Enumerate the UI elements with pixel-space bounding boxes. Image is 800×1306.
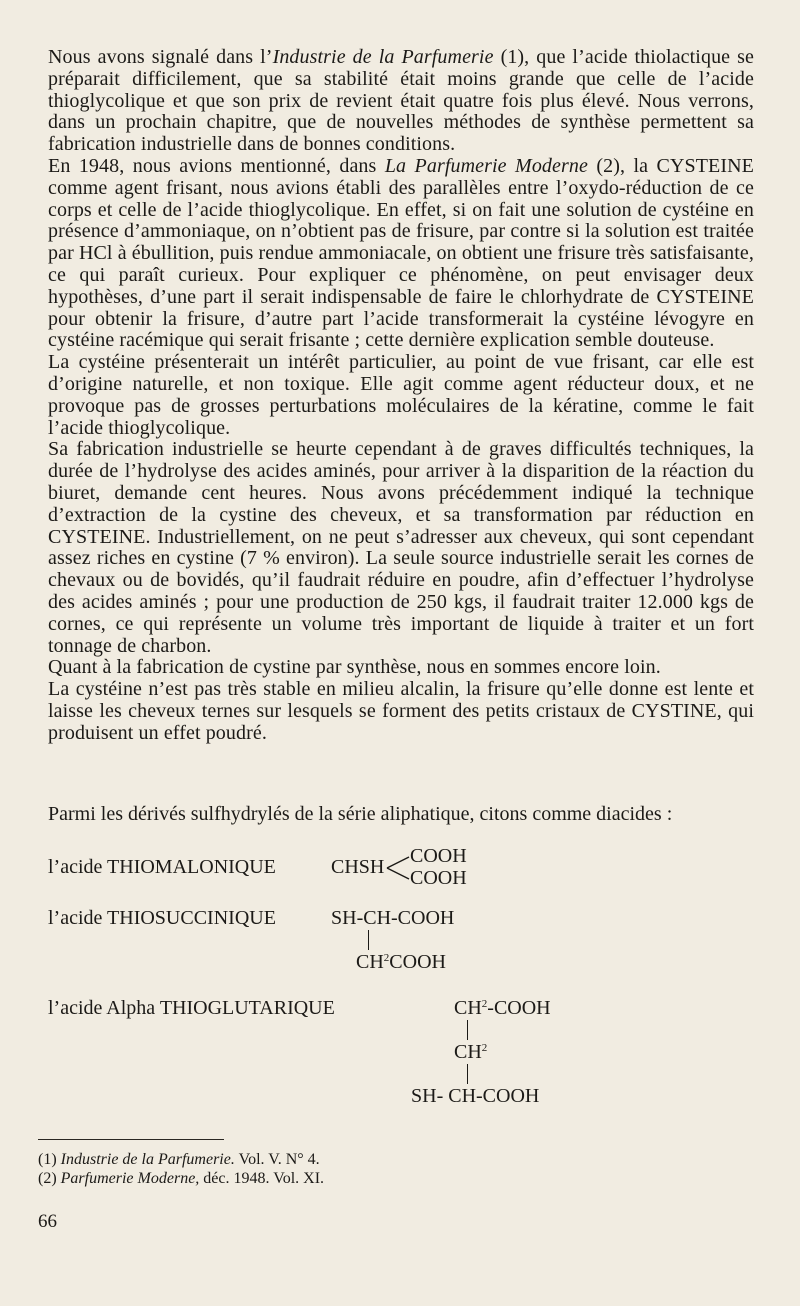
thioglutarique-line-1: $CH^2$-COOH (454, 997, 551, 1019)
thioglutarique-line-3: SH- CH-COOH (411, 1085, 540, 1107)
footnote-number: (2) (38, 1170, 57, 1187)
paragraph-2: En 1948, nous avions mentionné, dans La Parfumerie Moderne (2), la CYSTEINE comme agent frisant, nous avions établi des parallèles entre l’oxydo-réduction de ce corps et celle de l’acide thioglycolique. En effet, si on fait une solution de cystéine en présence d’ammoniaque, on n’obtient pas de frisure, par contre si la solution est traitée par HCl à ébullition, puis rendue ammoniacale, on obtient une frisure très satisfaisante, ce qui paraît curieux. Pour expliquer ce phénomène, on peut envisager deux hypothèses, d’une part il serait indispensable de faire le chlorhydrate de CYSTEINE pour obtenir la frisure, d’autre part l’acide transformerait la cystéine lévogyre en cystéine racémique qui serait frisante ; cette dernière explication semble douteuse. (48, 154, 754, 352)
journal-title: Industrie de la Parfumerie (272, 46, 494, 68)
thioglutarique-line-2: $CH^2$ (454, 1041, 488, 1063)
footnote-divider (38, 1139, 224, 1140)
thiosuccinique-line-2: $CH^2COOH$ (356, 951, 446, 973)
thioglutarique-bond-2 (467, 1064, 468, 1084)
paragraph-5: Quant à la fabrication de cystine par synthèse, nous en sommes encore loin. (48, 656, 661, 679)
thiosuccinique-line-1: SH-CH-COOH (331, 907, 455, 929)
page-number: 66 (38, 1211, 57, 1232)
thiomalonique-branch-top: COOH (410, 845, 467, 867)
paragraph-4: Sa fabrication industrielle se heurte cependant à de graves difficultés techniques, la durée de l’hydrolyse des acides aminés, pour arriver à la disparition de la réaction du biuret, demande cent heures. Nous avons précédemment indiqué la technique d’extraction de la cystine des cheveux, et sa transformation par réduction en CYSTEINE. Industriellement, on ne peut s’adresser aux cheveux, qui sont cependant assez riches en cystine (7 % environ). La seule source industrielle serait les cornes de chevaux ou de bovidés, qu’il faudrait réduire en poudre, afin d’effectuer l’hydrolyse des acides aminés ; pour une production de 250 kgs, il faudrait traiter 12.000 kgs de cornes, ce qui représente un volume très important de liquide à traiter et un fort tonnage de charbon. (48, 438, 754, 657)
paragraph-6: La cystéine n’est pas très stable en milieu alcalin, la frisure qu’elle donne est lente et laisse les cheveux ternes sur lesquels se forment des petits cristaux de CYSTINE, qui produisent un effet poudré. (48, 678, 754, 744)
footnote-2 (38, 1170, 324, 1188)
footnote-source-details: déc. 1948. Vol. XI. (199, 1170, 325, 1187)
thiomalonique-name: l’acide THIOMALONIQUE (48, 856, 276, 878)
thiosuccinique-bond (368, 930, 369, 950)
thioglutarique-name: l’acide Alpha THIOGLUTARIQUE (48, 997, 335, 1019)
body-text (48, 47, 754, 745)
footnote-1 (38, 1151, 320, 1169)
paragraph-1: Nous avons signalé dans l’Industrie de la Parfumerie (1), que l’acide thiolactique se préparait difficilement, que sa stabilité était moins grande que celle de l’acide thioglycolique et que son prix de revient était quatre fois plus élevé. Nous verrons, dans un prochain chapitre, que de nouvelles méthodes de synthèse permettent sa fabrication industrielle dans de bonnes conditions. (48, 46, 754, 156)
paragraph-3: La cystéine présenterait un intérêt particulier, au point de vue frisant, car elle est d’origine naturelle, et non toxique. Elle agit comme agent réducteur doux, et ne provoque pas de grosses perturbations moléculaires de la kératine, comme le fait l’acide thioglycolique. (48, 351, 754, 439)
diacid-intro: Parmi les dérivés sulfhydrylés de la série aliphatique, citons comme diacides : (48, 803, 673, 825)
thioglutarique-bond-1 (467, 1020, 468, 1040)
thiomalonique-formula-left: CHSH (331, 856, 385, 878)
journal-title: La Parfumerie Moderne (384, 154, 588, 177)
thiomalonique-branch-bottom: COOH (410, 867, 467, 889)
footnote-source-details: Vol. V. N° 4. (234, 1151, 320, 1168)
footnote-source-title: Industrie de la Parfumerie. (60, 1151, 235, 1168)
footnote-number: (1) (38, 1151, 57, 1168)
footnote-source-title: Parfumerie Moderne, (60, 1170, 200, 1187)
thiosuccinique-name: l’acide THIOSUCCINIQUE (48, 907, 276, 929)
